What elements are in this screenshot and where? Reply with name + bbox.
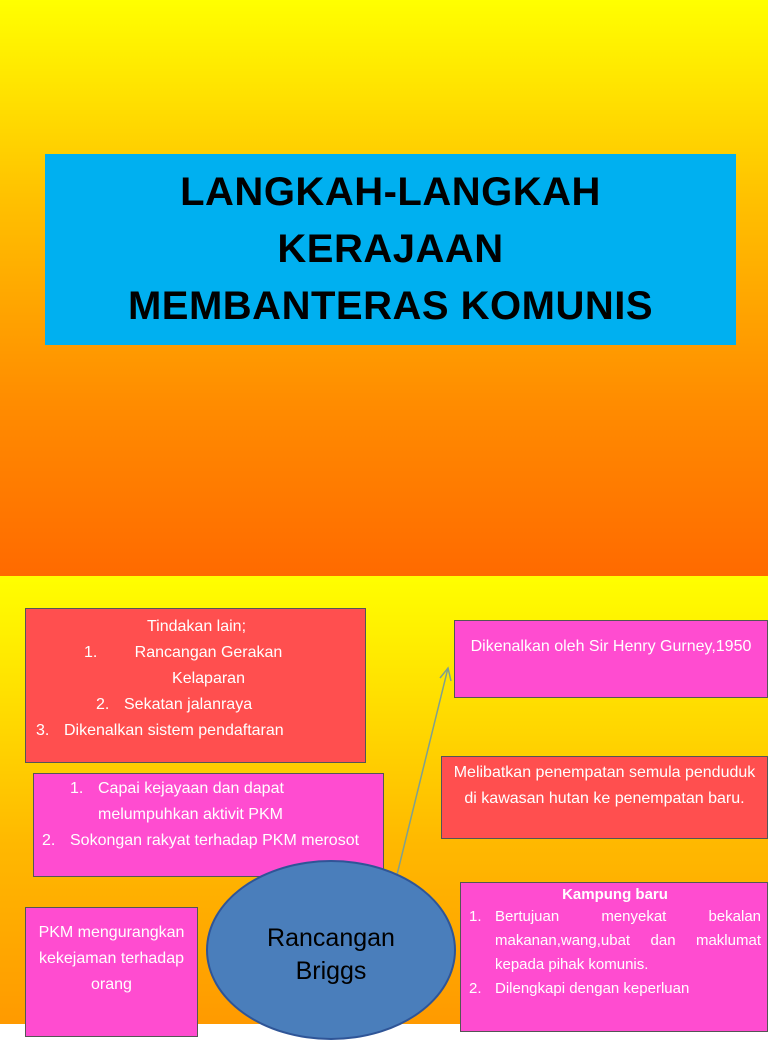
- list-text: Bertujuan menyekat bekalan makanan,wang,ubat dan maklumat kepada pihak komunis.: [495, 908, 761, 973]
- list-number: 1.: [84, 644, 98, 661]
- penempatan-box: [441, 756, 768, 839]
- tindakan-lain-box: [25, 608, 366, 763]
- rancangan-briggs-ellipse: [206, 860, 456, 1040]
- list-number: 3.: [36, 722, 50, 739]
- ellipse-line: Briggs: [295, 957, 367, 985]
- list-number: 2.: [42, 832, 56, 849]
- list-text: Dikenalkan sistem pendaftaran: [64, 722, 284, 739]
- list-item: [42, 828, 375, 854]
- gurney-box: [454, 620, 768, 698]
- list-number: 1.: [70, 780, 84, 797]
- title-box: [45, 154, 736, 345]
- list-number: 1.: [469, 908, 482, 925]
- pkm-box: [25, 907, 198, 1037]
- list-text: Sokongan rakyat terhadap PKM merosot: [70, 832, 360, 849]
- list-text: Sekatan jalanraya: [124, 696, 253, 713]
- kampung-title: Kampung baru: [562, 886, 668, 903]
- list-item: [42, 776, 375, 828]
- list-item: [469, 905, 761, 977]
- kampung-baru-box: [460, 882, 768, 1032]
- list-item: [36, 640, 357, 692]
- list-text: Dilengkapi dengan keperluan: [495, 980, 690, 997]
- list-text: Capai kejayaan dan dapat melumpuhkan aktivit PKM: [98, 780, 284, 823]
- list-item: [36, 718, 357, 744]
- list-number: 2.: [96, 696, 110, 713]
- ellipse-line: Rancangan: [267, 924, 395, 952]
- list-number: 2.: [469, 980, 482, 997]
- title-line: LANGKAH-LANGKAH: [180, 170, 601, 214]
- gurney-text: Dikenalkan oleh Sir Henry Gurney,1950: [470, 638, 752, 655]
- pkm-text: PKM mengurangkan kekejaman terhadap orang: [38, 924, 185, 993]
- list-text: Rancangan Gerakan Kelaparan: [134, 644, 283, 687]
- title-line: MEMBANTERAS KOMUNIS: [127, 284, 654, 328]
- title-line: KERAJAAN: [277, 227, 504, 271]
- penempatan-text: Melibatkan penempatan semula penduduk di kawasan hutan ke penempatan baru.: [453, 764, 756, 807]
- tindakan-heading: Tindakan lain;: [146, 618, 247, 635]
- list-item: [469, 977, 761, 1001]
- list-item: [36, 692, 357, 718]
